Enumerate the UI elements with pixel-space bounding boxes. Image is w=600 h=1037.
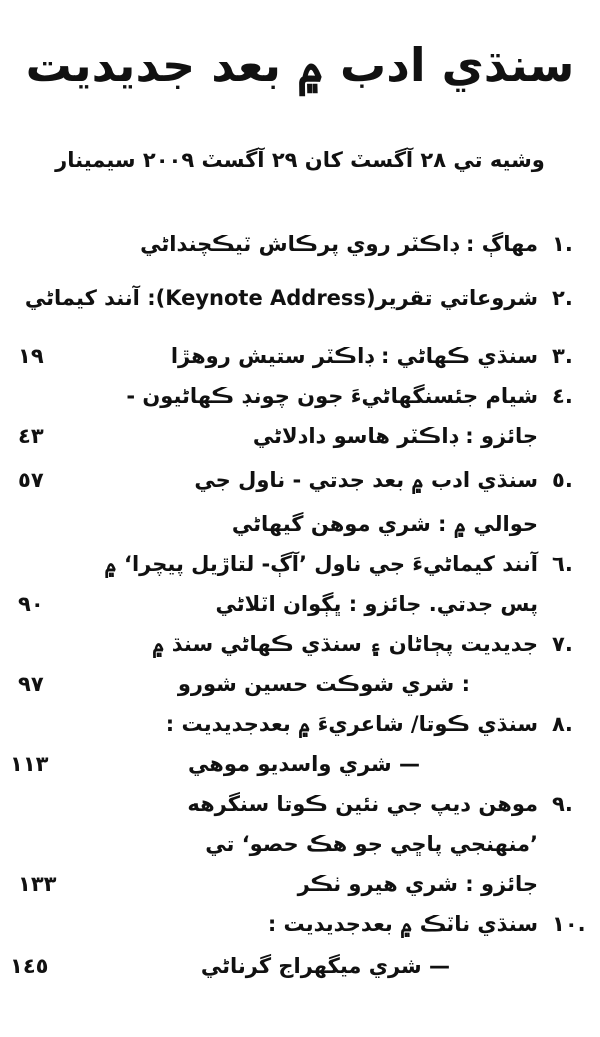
toc-page: ٩٠: [18, 592, 44, 616]
toc-line: [0, 286, 600, 326]
toc-line: [0, 344, 600, 384]
toc-text: : شري شوڪت حسين شورو: [177, 672, 470, 696]
toc-line: [0, 592, 600, 632]
toc-text: آنند کيماڻيءَ جي ناول ’آڳ- لتاڙيل پيچرا‘ ۾: [104, 552, 538, 576]
toc-line: [0, 384, 600, 424]
toc-line: [0, 512, 600, 552]
toc-page: ١٤٥: [10, 954, 49, 978]
toc-line: [0, 912, 600, 952]
toc-text: جديديت پڄاڻان ۽ سنڌي ڪهاڻي سنڌ ۾: [152, 632, 538, 656]
toc-text: سنڌي ادب ۾ بعد جدتي - ناول جي: [194, 468, 538, 492]
toc-page: ٤٣: [18, 424, 44, 448]
toc-number: ٥.: [552, 468, 573, 492]
toc-text: سنڌي ڪوتا/ شاعريءَ ۾ بعدجديديت :: [165, 712, 538, 736]
toc-page: ١٣٣: [18, 872, 57, 896]
toc-page: ١١٣: [10, 752, 49, 776]
toc-line: [0, 752, 600, 792]
toc-number: ٢.: [552, 286, 573, 310]
toc-text: شيام جئسنگهاڻيءَ جون چونڊ ڪهاڻيون -: [126, 384, 538, 408]
page-title: سنڌي ادب ۾ بعد جديديت: [25, 38, 575, 92]
toc-number: ٩.: [552, 792, 573, 816]
toc-text: — شري ميگهراج گرناڻي: [200, 954, 450, 978]
toc-text: جائزو : ڊاڪٽر هاسو دادلاڻي: [252, 424, 538, 448]
toc-text: سنڌي ڪهاڻي : ڊاڪٽر ستيش روهڙا: [170, 344, 538, 368]
toc-text: حوالي ۾ : شري موهن گيهاڻي: [231, 512, 538, 536]
toc-text: موهن ديپ جي نئين ڪوتا سنگرهه: [187, 792, 538, 816]
toc-line: [0, 712, 600, 752]
toc-number: ١.: [552, 232, 573, 256]
toc-page: ١٩: [18, 344, 44, 368]
toc-text: ’منهنجي پاڇي جو هڪ حصو‘ تي: [205, 832, 538, 856]
toc-page: ٥٧: [18, 468, 44, 492]
toc-number: ١٠.: [552, 912, 586, 936]
toc-line: [0, 792, 600, 832]
toc-text: پس جدتي. جائزو : ڀڳوان اٽلاڻي: [215, 592, 538, 616]
toc-text: مهاڳ : ڊاڪٽر روي پرڪاش ٽيڪچنداڻي: [140, 232, 538, 256]
toc-line: [0, 468, 600, 508]
toc-text: — شري واسديو موهي: [188, 752, 420, 776]
toc-number: ٦.: [552, 552, 573, 576]
toc-text: جائزو : شري هيرو ٺڪر: [297, 872, 538, 896]
toc-line: [0, 872, 600, 912]
toc-page: ٩٧: [18, 672, 44, 696]
toc-number: ٧.: [552, 632, 573, 656]
toc-line: [0, 954, 600, 994]
toc-line: [0, 672, 600, 712]
toc-number: ٤.: [552, 384, 573, 408]
toc-line: [0, 632, 600, 672]
toc-number: ٣.: [552, 344, 573, 368]
toc-line: [0, 832, 600, 872]
toc-line: [0, 424, 600, 464]
toc-line: [0, 552, 600, 592]
toc-line: [0, 232, 600, 272]
seminar-subtitle: وشيه تي ٢٨ آگسٽ کان ٢٩ آگسٽ ٢٠٠٩ سيمينار: [55, 148, 545, 172]
toc-text: سنڌي ناٽڪ ۾ بعدجديديت :: [267, 912, 538, 936]
toc-number: ٨.: [552, 712, 573, 736]
toc-text: شروعاتي تقرير(Keynote Address): آنند کيماڻي: [24, 286, 538, 310]
